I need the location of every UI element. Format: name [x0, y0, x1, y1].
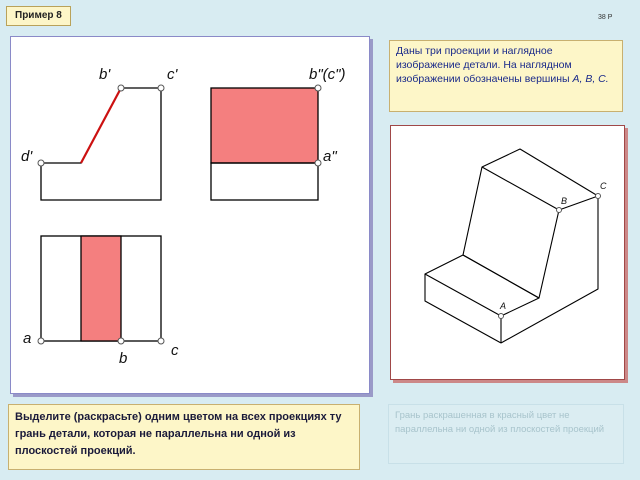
iso-point-c [596, 194, 601, 199]
label-b-front: b' [99, 66, 111, 83]
top-view [41, 236, 161, 341]
front-view [41, 88, 161, 200]
orthographic-drawing-panel [10, 36, 370, 394]
iso-back-top-edge [482, 149, 598, 210]
side-view-highlighted-face [211, 88, 318, 163]
label-bc-side: b"(c") [309, 66, 346, 83]
point-a-top [38, 338, 44, 344]
front-view-inclined-edge [81, 88, 121, 163]
given-info-vertices: A, B, C. [572, 73, 609, 85]
side-view-lower-face [211, 163, 318, 200]
top-view-highlighted-face [81, 236, 121, 341]
point-c-top [158, 338, 164, 344]
side-view [211, 88, 318, 200]
given-info-box [389, 40, 623, 112]
orthographic-projections [11, 37, 369, 393]
iso-label-b: B [561, 196, 568, 206]
iso-label-a: A [500, 301, 507, 311]
iso-point-b [557, 208, 562, 213]
point-d-front [38, 160, 44, 166]
iso-inclined-face [463, 167, 559, 298]
answer-text: Грань раскрашенная в красный цвет не параллельна ни одной из плоскостей проекций [395, 410, 605, 435]
label-c-front: c' [167, 66, 178, 83]
slide-number: 38 P [598, 14, 613, 21]
point-bc-side [315, 85, 321, 91]
iso-base-front-left [425, 274, 501, 343]
task-text: Выделите (раскрасьте) одним цветом на всех проекциях ту грань детали, которая не параллельна ни одной из плоскостей проекций. [15, 411, 342, 457]
answer-box [388, 404, 624, 464]
label-c-top: c [171, 342, 179, 359]
iso-label-c: C [600, 181, 607, 191]
label-d-front: d' [21, 148, 33, 165]
label-a-top: a [23, 330, 32, 347]
iso-step-top-face [425, 255, 539, 316]
iso-point-a [499, 314, 504, 319]
point-a-side [315, 160, 321, 166]
front-view-outline [41, 88, 161, 200]
point-c-front [158, 85, 164, 91]
point-b-front [118, 85, 124, 91]
example-title-badge: Пример 8 [6, 6, 71, 26]
label-a-side: a" [323, 148, 337, 165]
iso-base-right [501, 196, 598, 343]
point-b-top [118, 338, 124, 344]
task-box [8, 404, 360, 470]
isometric-drawing [391, 126, 624, 379]
given-info-text: Даны три проекции и наглядное изображение детали. На наглядном изображении обозначены вершины [396, 45, 572, 85]
label-b-top: b [119, 350, 128, 367]
isometric-view-panel [390, 125, 625, 380]
